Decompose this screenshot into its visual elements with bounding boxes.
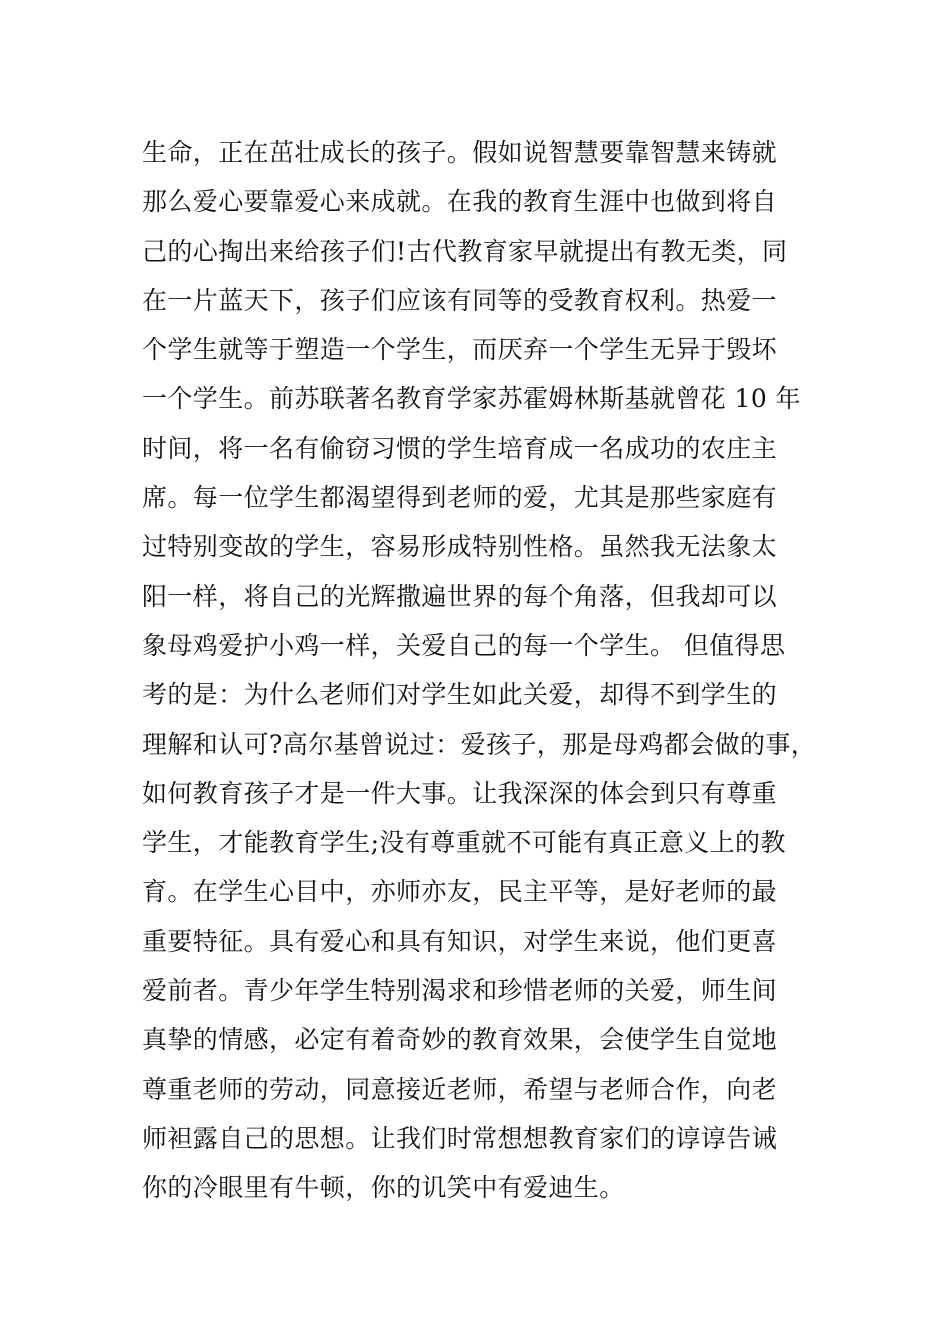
text-line: 如何教育孩子才是一件大事。让我深深的体会到只有尊重: [142, 778, 778, 808]
text-line: 考的是：为什么老师们对学生如此关爱，却得不到学生的: [142, 680, 778, 710]
text-line: 席。每一位学生都渴望得到老师的爱，尤其是那些家庭有: [142, 483, 778, 513]
text-line: 阳一样，将自己的光辉撒遍世界的每个角落，但我却可以: [142, 581, 778, 611]
text-line: 时间，将一名有偷窃习惯的学生培育成一名成功的农庄主: [142, 433, 778, 463]
text-line: 师袒露自己的思想。让我们时常想想教育家们的谆谆告诫: [142, 1123, 778, 1153]
text-line: 个学生就等于塑造一个学生，而厌弃一个学生无异于毁坏: [142, 335, 778, 365]
text-line: 你的冷眼里有牛顿，你的讥笑中有爱迪生。: [142, 1173, 625, 1203]
text-line: 重要特征。具有爱心和具有知识，对学生来说，他们更喜: [142, 926, 778, 956]
text-line: 那么爱心要靠爱心来成就。在我的教育生涯中也做到将自: [142, 187, 778, 217]
text-line: 育。在学生心目中，亦师亦友，民主平等，是好老师的最: [142, 877, 778, 907]
body-text: [142, 128, 822, 1213]
text-line: 尊重老师的劳动，同意接近老师，希望与老师合作，向老: [142, 1074, 778, 1104]
text-line: 象母鸡爱护小鸡一样，关爱自己的每一个学生。 但值得思: [142, 630, 786, 660]
text-line: 爱前者。青少年学生特别渴求和珍惜老师的关爱，师生间: [142, 976, 778, 1006]
text-line: 学生，才能教育学生;没有尊重就不可能有真正意义上的教: [142, 828, 786, 858]
text-line: 己的心掏出来给孩子们!古代教育家早就提出有教无类，同: [142, 236, 788, 266]
text-line: 理解和认可?高尔基曾说过：爱孩子，那是母鸡都会做的事，: [142, 729, 817, 759]
text-line: 生命，正在茁壮成长的孩子。假如说智慧要靠智慧来铸就: [142, 138, 778, 167]
text-line: 真挚的情感，必定有着奇妙的教育效果，会使学生自觉地: [142, 1025, 778, 1055]
text-line: 过特别变故的学生，容易形成特别性格。虽然我无法象太: [142, 532, 778, 562]
text-line: 一个学生。前苏联著名教育学家苏霍姆林斯基就曾花 10 年: [142, 384, 801, 414]
text-line: 在一片蓝天下，孩子们应该有同等的受教育权利。热爱一: [142, 285, 778, 315]
